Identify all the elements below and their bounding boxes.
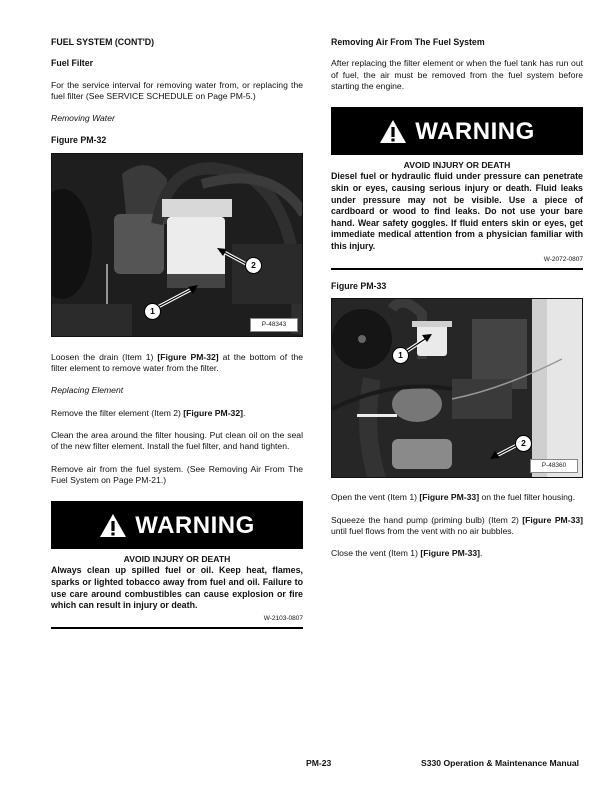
close-vent-instruction bbox=[331, 548, 583, 559]
text: . bbox=[480, 548, 483, 559]
text: Remove the filter element (Item 2) bbox=[51, 407, 184, 418]
callout-item-2: 2 bbox=[245, 257, 262, 274]
warning-body: Diesel fuel or hydraulic fluid under pressure can penetrate skin or eyes, causing serious injury or death. Fluid leaks under pressure may not be visible. Use a piece of cardboard or wood to find leaks. Do not use your bare hand. Wear safety goggles. If fluid enters skin or eyes, get immediate medical attention from a physician familiar with this injury. bbox=[331, 171, 583, 252]
engine-fuel-filter-illustration bbox=[52, 154, 303, 337]
text: . bbox=[242, 407, 246, 418]
warning-code: W-2103-0807 bbox=[263, 614, 303, 622]
callout-item-2: 2 bbox=[515, 435, 532, 452]
figure-pm33-photo bbox=[331, 298, 583, 478]
warning-title: WARNING bbox=[135, 511, 255, 539]
figure-label-pm33: Figure PM-33 bbox=[331, 280, 387, 291]
callout-item-1: 1 bbox=[144, 303, 161, 320]
figure-reference: [Figure PM-32] bbox=[183, 407, 243, 418]
remove-element-instruction bbox=[51, 408, 303, 419]
section-title: FUEL SYSTEM (CONT'D) bbox=[51, 37, 155, 47]
removing-water-heading: Removing Water bbox=[51, 113, 115, 124]
warning-banner bbox=[331, 107, 583, 155]
text: until fuel flows from the vent with no air bubbles. bbox=[331, 525, 514, 536]
clean-area-instruction: Clean the area around the filter housing. Put clean oil on the seal of the new filter element. Install the fuel filter, and hand tighten. bbox=[51, 429, 303, 452]
squeeze-pump-instruction bbox=[331, 515, 583, 538]
figure-reference: [Figure PM-33] bbox=[419, 492, 480, 503]
replacing-element-heading: Replacing Element bbox=[51, 385, 124, 396]
text: on the fuel filter housing. bbox=[479, 492, 576, 503]
page-number: PM-23 bbox=[306, 758, 332, 768]
removing-air-intro: After replacing the filter element or when the fuel tank has run out of fuel, the air must be removed from the fuel system before starting the engine. bbox=[331, 58, 583, 91]
subsection-title-fuel-filter: Fuel Filter bbox=[51, 58, 94, 69]
open-vent-instruction bbox=[331, 492, 583, 503]
figure-reference: [Figure PM-33] bbox=[522, 514, 584, 525]
manual-title: S330 Operation & Maintenance Manual bbox=[421, 758, 580, 768]
warning-triangle-icon bbox=[99, 513, 127, 538]
left-column bbox=[51, 37, 303, 640]
warning-divider bbox=[331, 268, 583, 270]
photo-number: P-48343 bbox=[250, 318, 298, 332]
callout-item-1: 1 bbox=[392, 347, 409, 364]
remove-air-instruction: Remove air from the fuel system. (See Removing Air From The Fuel System on Page PM-21.) bbox=[51, 463, 303, 485]
text: Squeeze the hand pump (priming bulb) (Item 2) bbox=[331, 514, 523, 525]
section-title-removing-air: Removing Air From The Fuel System bbox=[331, 37, 485, 47]
photo-number: P-48360 bbox=[530, 459, 578, 473]
text: at the bottom of the filter element to remove water from the filter. bbox=[51, 351, 304, 374]
figure-label-pm32: Figure PM-32 bbox=[51, 135, 107, 146]
right-column bbox=[331, 37, 583, 570]
warning-triangle-icon bbox=[379, 119, 407, 144]
warning-title: WARNING bbox=[415, 117, 535, 145]
figure-reference: [Figure PM-33] bbox=[420, 548, 481, 559]
warning-banner bbox=[51, 501, 303, 549]
figure-pm32-photo bbox=[51, 153, 303, 337]
figure-reference: [Figure PM-32] bbox=[157, 351, 219, 362]
engine-bay-illustration bbox=[332, 299, 583, 478]
fuel-filter-intro: For the service interval for removing water from, or replacing the fuel filter (See SERVICE SCHEDULE on Page PM-5.) bbox=[51, 79, 303, 101]
warning-code: W-2072-0807 bbox=[543, 255, 583, 263]
warning-subtitle: AVOID INJURY OR DEATH bbox=[123, 554, 231, 565]
text: Open the vent (Item 1) bbox=[331, 492, 420, 503]
warning-body: Always clean up spilled fuel or oil. Keep heat, flames, sparks or lighted tobacco away from fuel and oil. Failure to use care around combustibles can cause explosion or fire which can result in injury or death. bbox=[51, 565, 303, 611]
text: Close the vent (Item 1) bbox=[331, 548, 421, 559]
warning-subtitle: AVOID INJURY OR DEATH bbox=[403, 160, 511, 171]
loosen-drain-instruction bbox=[51, 352, 303, 375]
text: Loosen the drain (Item 1) bbox=[51, 351, 158, 362]
warning-divider bbox=[51, 627, 303, 629]
